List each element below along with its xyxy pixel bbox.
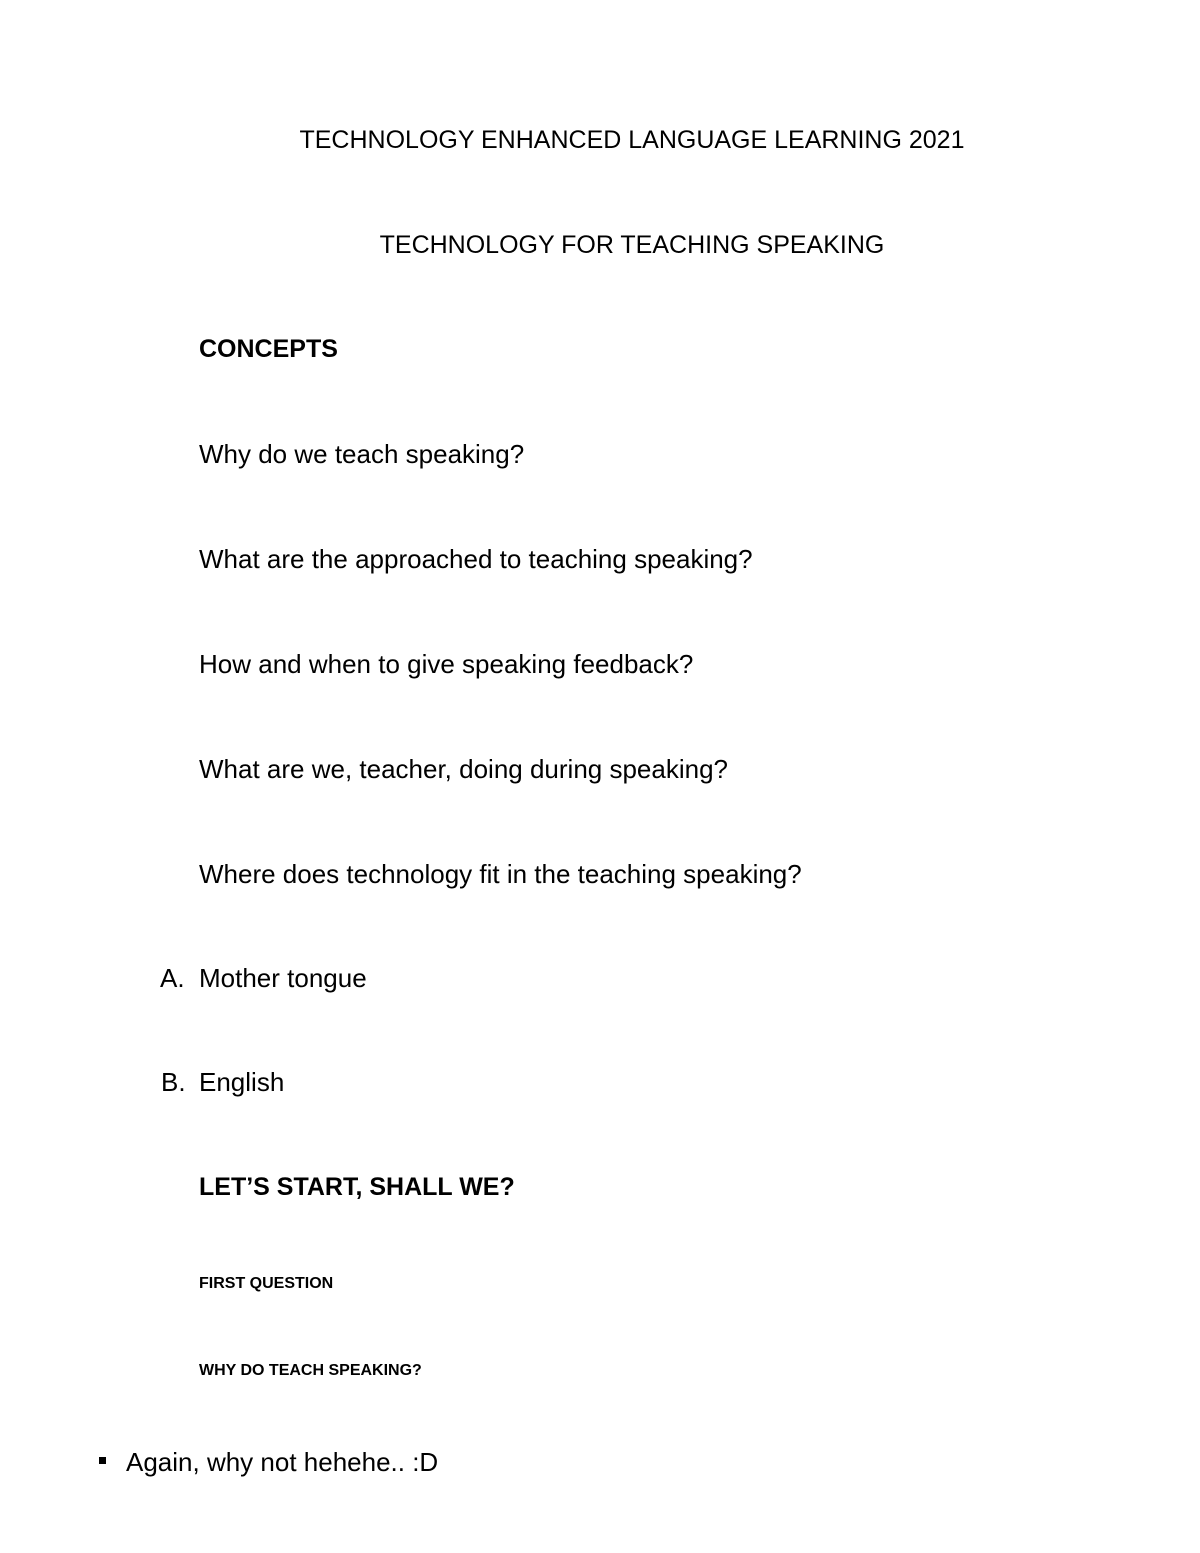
first-question-text: WHY DO TEACH SPEAKING? [199,1362,422,1379]
question-item: How and when to give speaking feedback? [199,649,694,679]
square-bullet-icon [99,1457,106,1464]
start-heading: LET’S START, SHALL WE? [199,1173,515,1201]
bullet-item: Again, why not hehehe.. :D [126,1447,439,1477]
question-item: What are we, teacher, doing during speaking? [199,754,729,784]
list-marker: B. [161,1067,186,1097]
document-title: TECHNOLOGY ENHANCED LANGUAGE LEARNING 2021 [299,126,965,154]
question-item: What are the approached to teaching speaking? [199,544,753,574]
list-item: Mother tongue [199,963,367,993]
question-item: Why do we teach speaking? [199,439,525,469]
document-subtitle: TECHNOLOGY FOR TEACHING SPEAKING [379,231,885,259]
list-item: English [199,1067,285,1097]
question-item: Where does technology fit in the teaching speaking? [199,859,802,889]
concepts-heading: CONCEPTS [199,335,338,363]
list-marker: A. [160,963,185,993]
first-question-label: FIRST QUESTION [199,1275,334,1292]
